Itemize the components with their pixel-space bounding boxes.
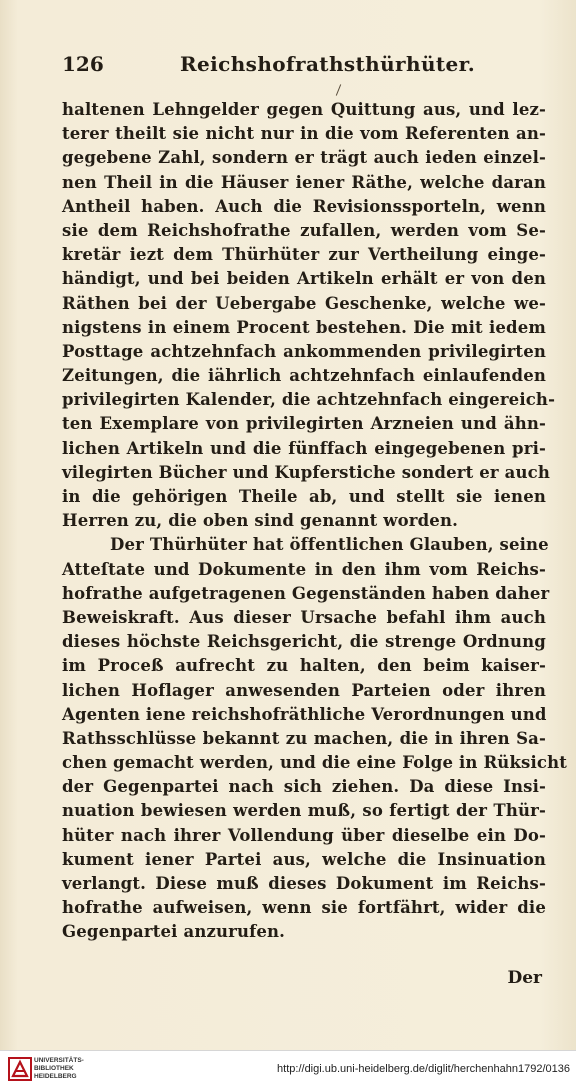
text-line: nuation bewiesen werden muß, so fertigt der Thür- bbox=[62, 801, 546, 821]
text-line: Zeitungen, die iährlich achtzehnfach einlaufenden bbox=[62, 366, 546, 386]
catchword: Der bbox=[507, 968, 542, 988]
text-line: vilegirten Bücher und Kupferstiche sondert er auch bbox=[62, 462, 550, 482]
text-line: der Gegenpartei nach sich ziehen. Da diese Insi- bbox=[62, 777, 546, 797]
text-line: Der Thürhüter hat öffentlichen Glauben, seine bbox=[110, 535, 549, 555]
text-line: privilegirten Kalender, die achtzehnfach eingereich- bbox=[62, 390, 556, 410]
text-line: lichen Hoflager anwesenden Parteien oder ihren bbox=[62, 680, 546, 700]
text-line: Beweiskraft. Aus dieser Ursache befahl ihm auch bbox=[62, 607, 546, 627]
permalink-url[interactable]: http://digi.ub.uni-heidelberg.de/diglit/herchenhahn1792/0136 bbox=[277, 1063, 570, 1075]
running-title: Reichshofrathsthürhüter. bbox=[180, 52, 476, 76]
text-line: chen gemacht werden, und die eine Folge in Rüksicht bbox=[62, 753, 568, 773]
text-line: Rathsschlüsse bekannt zu machen, die in ihren Sa- bbox=[62, 728, 546, 748]
library-line-3: HEIDELBERG bbox=[34, 1073, 77, 1080]
text-line: hofrathe aufweisen, wenn sie fortfährt, wider die bbox=[62, 898, 546, 918]
text-line: ten Exemplare von privilegirten Arzneien und ähn- bbox=[62, 414, 546, 434]
text-line: händigt, und bei beiden Artikeln erhält er von den bbox=[62, 269, 546, 289]
text-line: kretär iezt dem Thürhüter zur Vertheilung einge- bbox=[62, 245, 546, 265]
text-line: Antheil haben. Auch die Revisionssporteln, wenn bbox=[62, 196, 546, 216]
text-line: hüter nach ihrer Vollendung über dieselbe ein Do- bbox=[62, 825, 546, 845]
library-line-1: UNIVERSITÄTS- bbox=[34, 1057, 84, 1064]
text-line: im Proceß aufrecht zu halten, den beim kaiser- bbox=[62, 656, 546, 676]
text-line: haltenen Lehngelder gegen Quittung aus, und lez- bbox=[62, 100, 546, 119]
text-line: verlangt. Diese muß dieses Dokument im Reichs- bbox=[62, 874, 546, 893]
text-line: terer theilt sie nicht nur in die vom Referenten an- bbox=[62, 124, 546, 144]
text-line: Agenten iene reichshofräthliche Verordnungen und bbox=[62, 704, 547, 724]
text-line: sie dem Reichshofrathe zufallen, werden vom Se- bbox=[62, 220, 546, 240]
library-line-2: BIBLIOTHEK bbox=[34, 1065, 74, 1072]
text-line: Posttage achtzehnfach ankommenden privilegirten bbox=[62, 341, 546, 361]
library-name bbox=[34, 1057, 84, 1081]
text-line: Gegenpartei anzurufen. bbox=[62, 922, 286, 942]
text-line: nigstens in einem Procent bestehen. Die mit iedem bbox=[62, 317, 546, 337]
text-line: lichen Artikeln und die fünffach eingegebenen pri- bbox=[62, 438, 546, 458]
pencil-mark bbox=[336, 84, 341, 96]
body-text bbox=[62, 98, 568, 945]
page-number: 126 bbox=[62, 52, 104, 76]
text-line: gegebene Zahl, sondern er trägt auch ieden einzel- bbox=[62, 148, 546, 168]
text-line: Herren zu, die oben sind genannt worden. bbox=[62, 511, 458, 531]
text-line: hofrathe aufgetragenen Gegenständen haben daher bbox=[62, 583, 550, 603]
text-line: Atteſtate und Dokumente in den ihm vom Reichs- bbox=[62, 559, 546, 579]
library-logo-icon bbox=[8, 1057, 32, 1081]
text-line: dieses höchste Reichsgericht, die strenge Ordnung bbox=[62, 632, 546, 652]
text-line: nen Theil in die Häuser iener Räthe, welche daran bbox=[62, 172, 546, 192]
viewer-footer bbox=[0, 1050, 576, 1089]
text-line: Räthen bei der Uebergabe Geschenke, welche we- bbox=[62, 293, 546, 313]
text-line: in die gehörigen Theile ab, und stellt sie ienen bbox=[62, 487, 546, 506]
text-line: kument iener Partei aus, welche die Insinuation bbox=[62, 849, 546, 869]
page-header bbox=[62, 52, 536, 82]
